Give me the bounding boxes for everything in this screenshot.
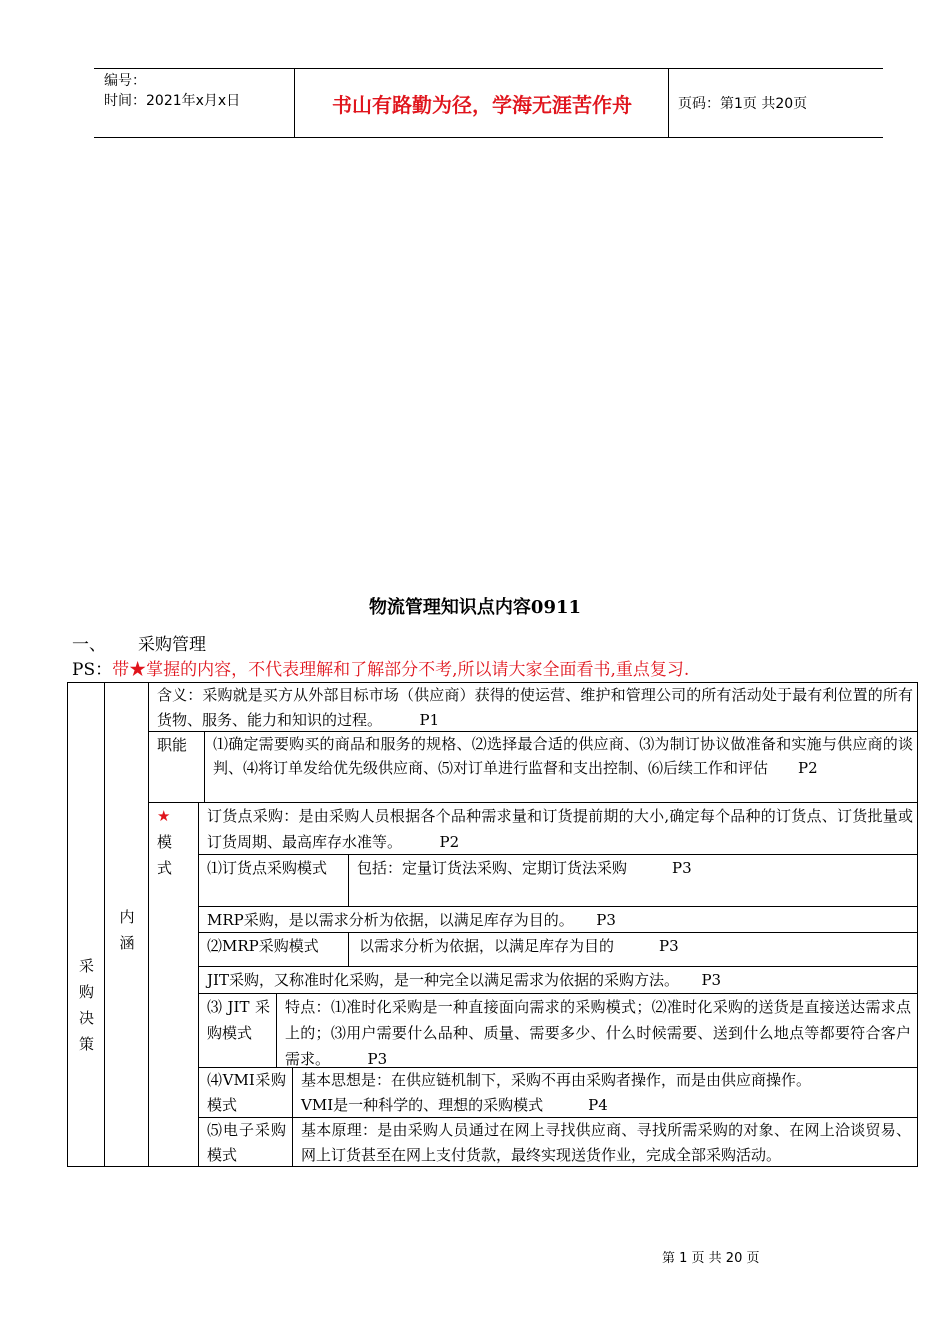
mode-desc	[292, 1067, 917, 1117]
document-number: 编号：	[104, 73, 146, 89]
functions-label: 职能	[148, 731, 204, 802]
star-icon: ★	[129, 660, 147, 680]
procurement-table	[67, 682, 918, 1167]
mode-desc: 基本原理：是由采购人员通过在网上寻找供应商、寻找所需采购的对象、在网上洽谈贸易、网上订货甚至在网上支付货款，最终实现送货作业，完成全部采购活动。	[292, 1117, 917, 1166]
reorder-point-row: 订货点采购：是由采购人员根据各个品种需求量和订货提前期的大小,确定每个品种的订货点、订货批量或订货周期、最高库存水准等。 P2	[198, 802, 917, 854]
document-title: 物流管理知识点内容0911	[368, 597, 582, 618]
vmi-note: VMI是一种科学的、理想的采购模式 P4	[301, 1096, 608, 1114]
mode-name: ⑶JIT采购模式	[198, 993, 276, 1067]
section-number: 一、	[72, 635, 106, 655]
mode-name: ⑴订货点采购模式	[198, 854, 348, 906]
ps-text: 掌握的内容，不代表理解和了解部分不考,所以请大家全面看书,重点复习.	[146, 660, 690, 680]
mode-name: ⑸电子采购模式	[198, 1117, 292, 1166]
header-motto: 书山有路勤为径，学海无涯苦作舟	[332, 92, 632, 117]
header-divider	[294, 69, 295, 137]
subcategory-cell	[104, 683, 148, 1166]
section-title: 采购管理	[138, 635, 206, 655]
definition-cell: 含义：采购就是买方从外部目标市场（供应商）获得的使运营、维护和管理公司的所有活动处于最有利位置的所有货物、服务、能力和知识的过程。 P1	[148, 683, 917, 731]
subcategory-label: 内涵	[119, 907, 135, 952]
category-label: 采购决策	[79, 956, 95, 1053]
mrp-row: MRP采购，是以需求分析为依据，以满足库存为目的。 P3	[198, 906, 917, 932]
page-header	[94, 68, 883, 138]
functions-cell: ⑴确定需要购买的商品和服务的规格、⑵选择最合适的供应商、⑶为制订协议做准备和实施与供应商的谈判、⑷将订单发给优先级供应商、⑸对订单进行监督和支出控制、⑹后续工作和评估 P2	[204, 731, 917, 802]
ps-prefix: 带	[112, 660, 130, 680]
document-time: 时间：2021年x月x日	[104, 93, 241, 109]
mode-label: 模式	[157, 833, 173, 877]
ps-note	[72, 655, 689, 680]
mode-desc: 特点：⑴准时化采购是一种直接面向需求的采购模式；⑵准时化采购的送货是直接送达需求点上的；⑶用户需要什么品种、质量、需要多少、什么时候需要、送到什么地点等都要符合客户需求。 P3	[276, 993, 917, 1067]
category-cell	[68, 683, 104, 1166]
mode-desc: 包括：定量订货法采购、定期订货法采购 P3	[348, 854, 917, 906]
header-meta	[104, 71, 240, 111]
ps-label: PS：	[72, 660, 113, 680]
jit-row: JIT采购，又称准时化采购，是一种完全以满足需求为依据的采购方法。 P3	[198, 966, 917, 993]
mode-label-cell	[148, 802, 198, 1166]
vmi-idea: 基本思想是：在供应链机制下，采购不再由采购者操作，而是由供应商操作。	[301, 1071, 812, 1089]
header-page-info: 页码：第1页 共20页	[678, 96, 808, 112]
star-icon: ★	[157, 807, 171, 825]
header-divider	[668, 69, 669, 137]
mode-name: ⑷VMI采购模式	[198, 1067, 292, 1117]
mode-desc: 以需求分析为依据，以满足库存为目的 P3	[348, 932, 917, 966]
mode-name: ⑵MRP采购模式	[198, 932, 348, 966]
section-heading	[72, 630, 206, 655]
page-footer: 第 1 页 共 20 页	[662, 1251, 760, 1266]
